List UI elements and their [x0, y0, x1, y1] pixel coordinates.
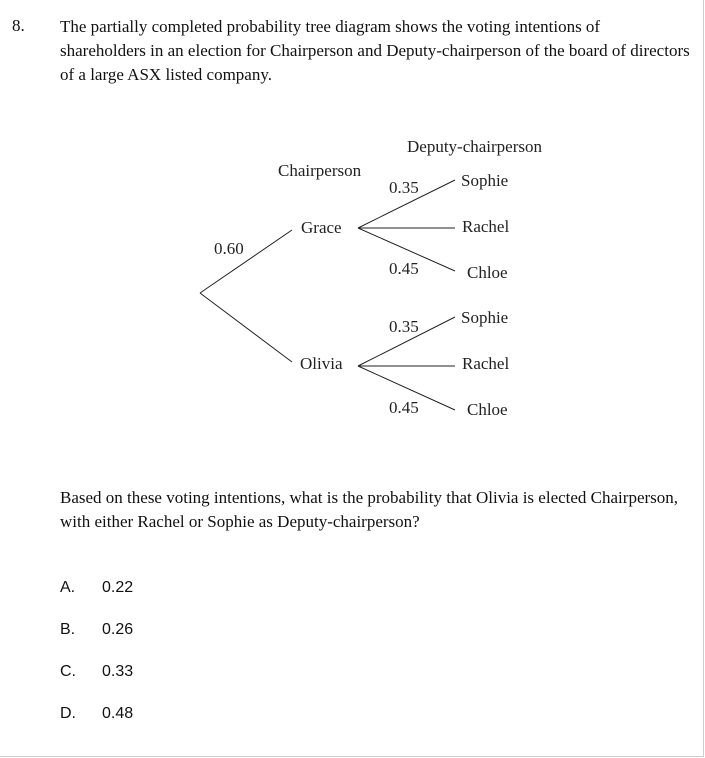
outcome-grace-chloe: Chloe: [467, 263, 508, 282]
outcome-olivia-rachel: Rachel: [462, 354, 510, 373]
option-b[interactable]: [60, 621, 133, 639]
option-letter: B.: [60, 621, 76, 638]
prob-grace-sophie: 0.35: [389, 178, 419, 197]
option-letter: C.: [60, 663, 76, 680]
header-deputy-chairperson: Deputy-chairperson: [407, 137, 543, 156]
outcome-grace-rachel: Rachel: [462, 217, 510, 236]
prob-grace-chloe: 0.45: [389, 259, 419, 278]
question-number: 8.: [12, 16, 25, 35]
prob-olivia-sophie: 0.35: [389, 317, 419, 336]
option-a[interactable]: [60, 579, 133, 597]
node-grace: Grace: [301, 218, 342, 237]
question-stem: The partially completed probability tree diagram shows the voting intentions of shareholders in an election for Chairperson and Deputy-chairperson of the board of directors of a large ASX listed company.: [60, 17, 690, 84]
prob-root-grace: 0.60: [214, 239, 244, 258]
option-value: 0.48: [102, 705, 134, 722]
option-value: 0.26: [102, 621, 134, 638]
option-c[interactable]: [60, 663, 133, 681]
option-letter: A.: [60, 579, 76, 596]
option-value: 0.33: [102, 663, 134, 680]
option-d[interactable]: [60, 705, 133, 723]
branch-root-olivia: [200, 293, 292, 362]
question-prompt: Based on these voting intentions, what is the probability that Olivia is elected Chairperson, with either Rachel or Sophie as Deputy-chairperson?: [60, 488, 679, 531]
outcome-grace-sophie: Sophie: [461, 171, 509, 190]
prob-olivia-chloe: 0.45: [389, 398, 419, 417]
outcome-olivia-sophie: Sophie: [461, 308, 509, 327]
outcome-olivia-chloe: Chloe: [467, 400, 508, 419]
header-chairperson: Chairperson: [278, 161, 362, 180]
option-value: 0.22: [102, 579, 134, 596]
node-olivia: Olivia: [300, 354, 343, 373]
option-letter: D.: [60, 705, 76, 722]
